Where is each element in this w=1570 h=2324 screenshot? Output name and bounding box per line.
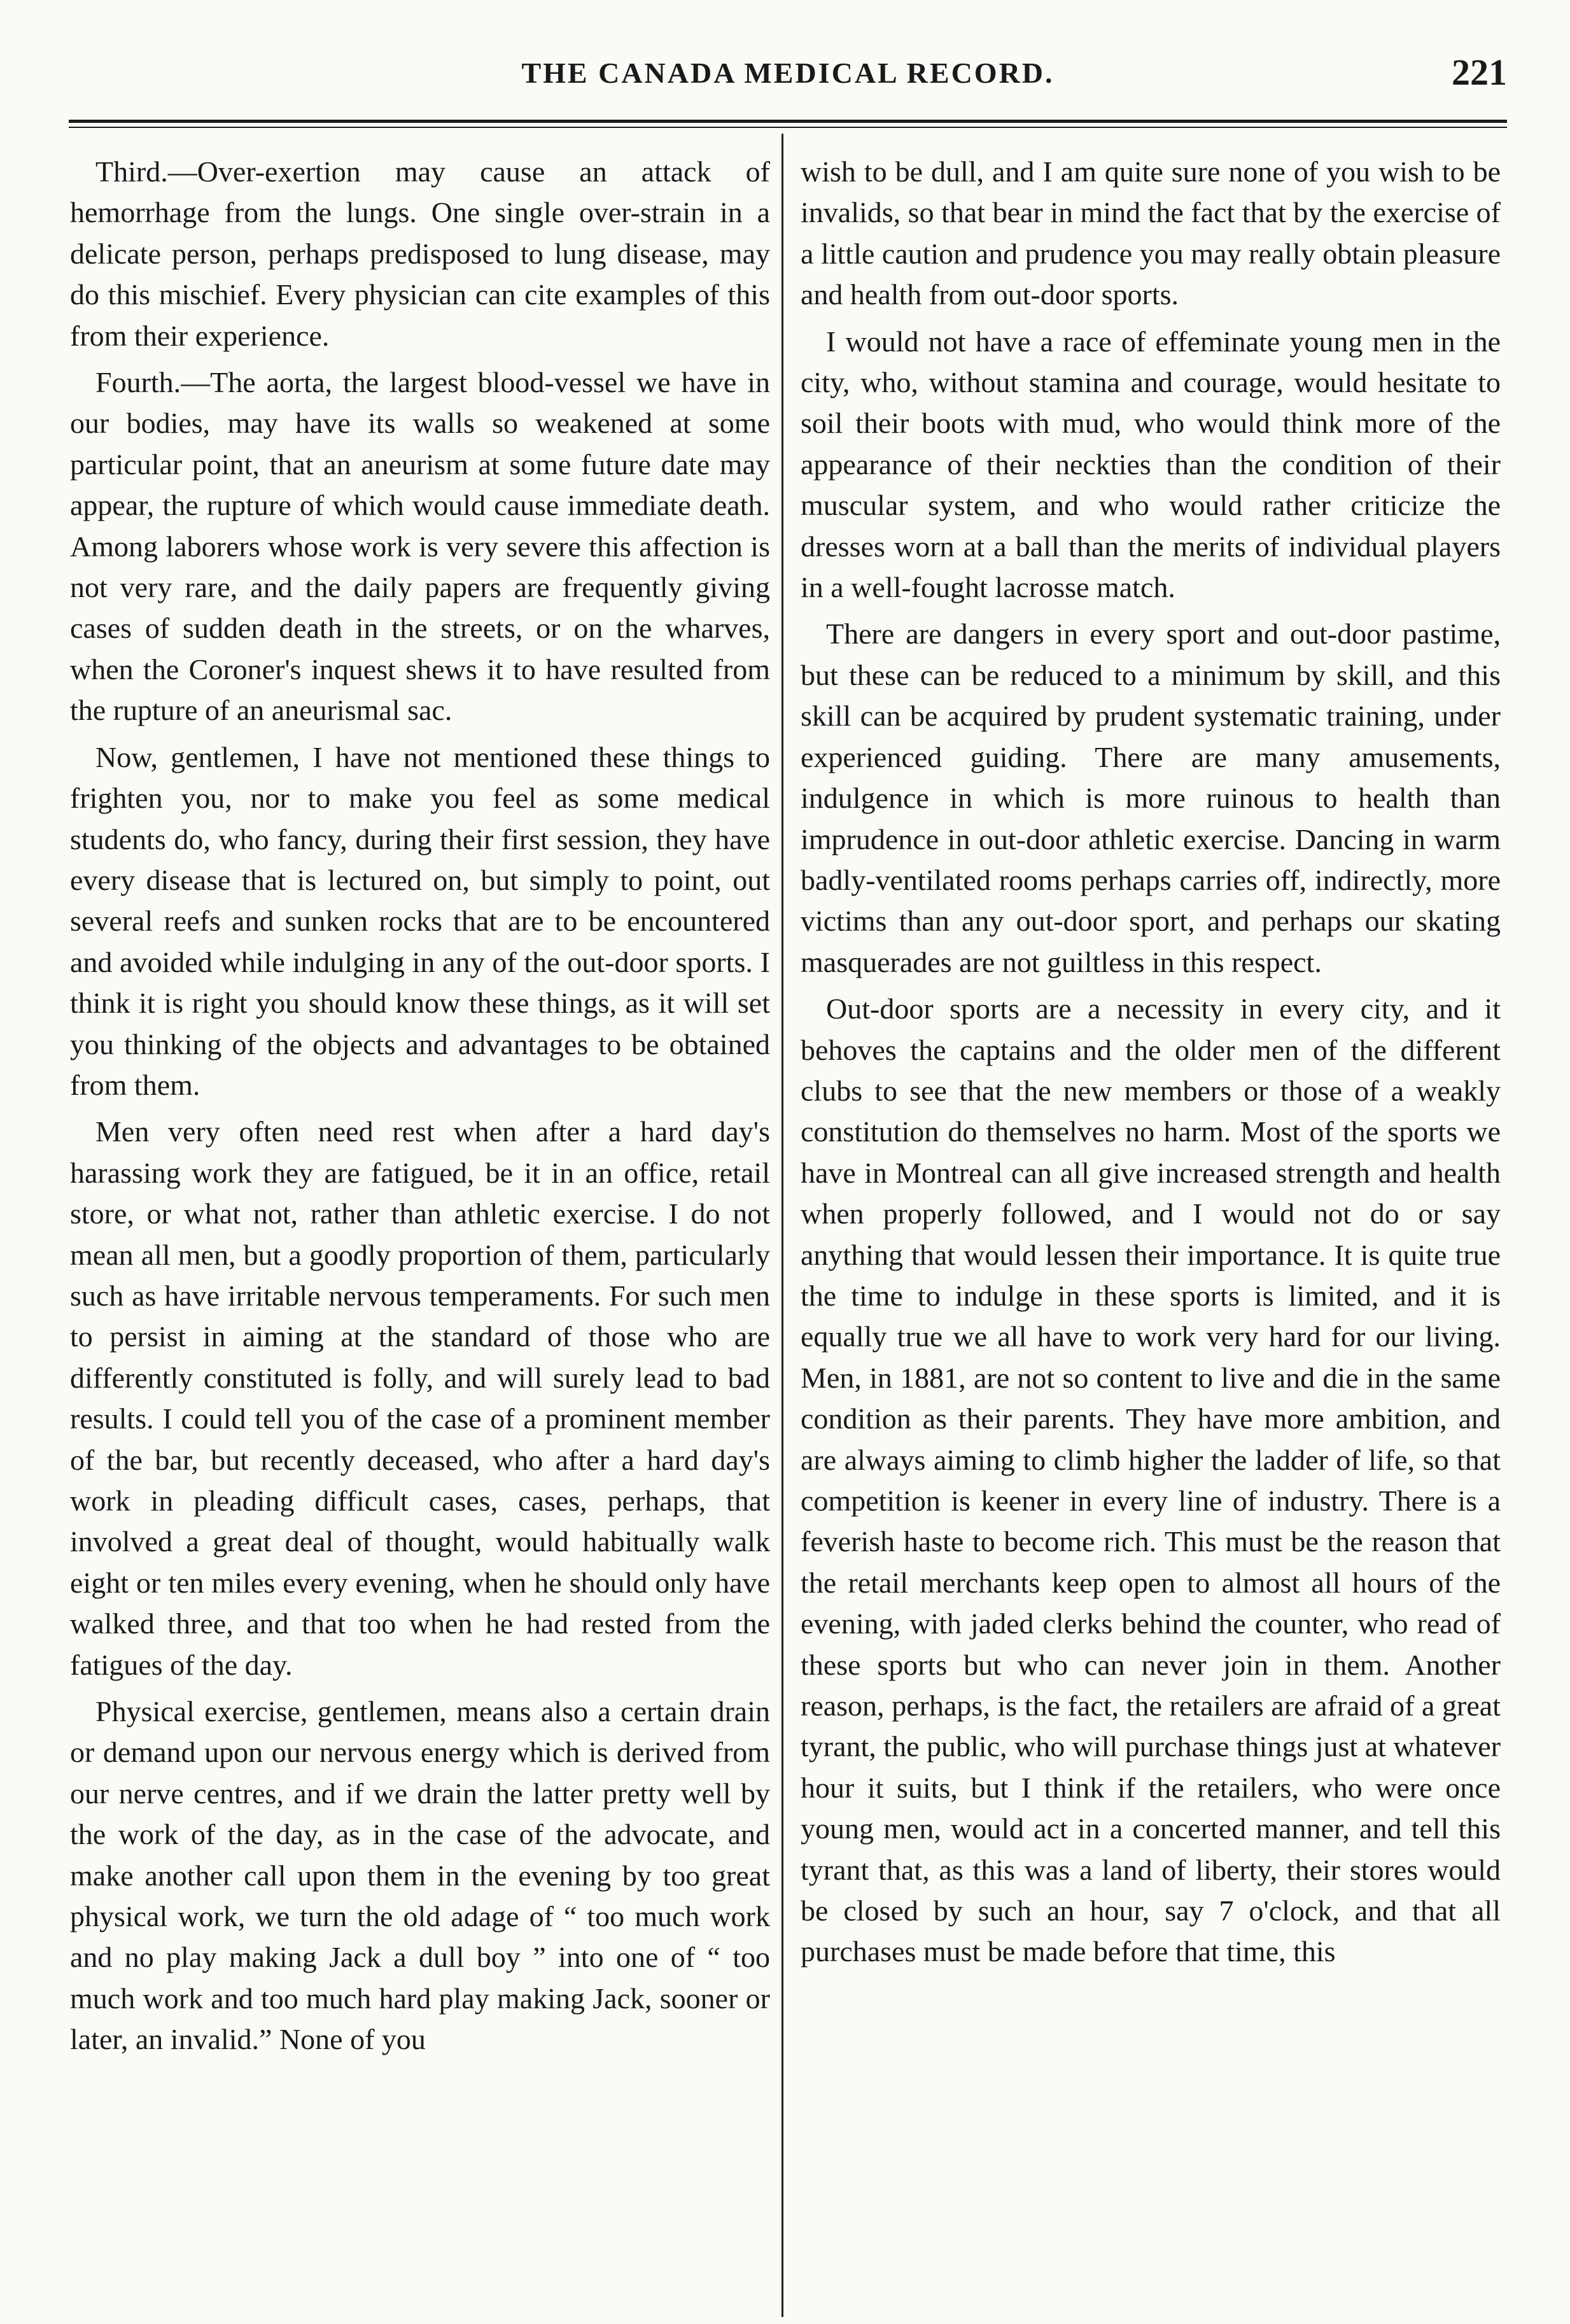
header-rule xyxy=(69,120,1507,123)
page-number: 221 xyxy=(1452,52,1507,93)
journal-title: THE CANADA MEDICAL RECORD. xyxy=(521,57,1055,89)
paragraph-now-gentlemen: Now, gentlemen, I have not mentioned these things to frighten you, nor to make you feel as some medical students do, who fancy, during their first session, they have every disease that is lectured on, but simply to point, out several reefs and sunken rocks that are to be encountered and avoided while indulging in any of the out-door sports. I think it is right you should know these things, as it will set you thinking of the objects and advantages to be obtained from them. xyxy=(70,740,770,1101)
paragraph-out-door-sports: Out-door sports are a necessity in every city, and it behoves the captains and the older men of the different clubs to see that the new members or those of a weakly constitution do themselves no harm. Most of the sports we have in Montreal can all give increased strength and health when properly followed, and I would not do or say anything that would lessen their importance. It is quite true the time to indulge in these sports is limited, and it is equally true we all have to work very hard for our living. Men, in 1881, are not so content to live and die in the same condition as their parents. They have more ambition, and are always aiming to climb higher the ladder of life, so that competition is keener in every line of industry. There is a feverish haste to become rich. This must be the reason that the retail merchants keep open to almost all hours of the evening, with jaded clerks behind the counter, who read of these sports but who can never join in them. Another reason, perhaps, is the fact, the retailers are afraid of a great tyrant, the public, who will purchase things just at whatever hour it suits, but I think if the retailers, who were once young men, would act in a concerted manner, and tell this tyrant that, as this was a land of liberty, their stores would be closed by such an hour, say 7 o'clock, and that all purchases must be made before that time, this xyxy=(801,992,1501,1968)
paragraph-third: Third.—Over-exertion may cause an attack of hemorrhage from the lungs. One single over-strain in a delicate person, perhaps predisposed to lung disease, may do this mischief. Every physician can cite examples of this from their experience. xyxy=(70,155,770,352)
right-column xyxy=(801,151,1501,2316)
left-column xyxy=(70,151,770,2316)
paragraph-dangers: There are dangers in every sport and out-door pastime, but these can be reduced to a minimum by skill, and this skill can be acquired by prudent systematic training, under experienced guiding. There are many amusements, indulgence in which is more ruinous to health than imprudence in out-door athletic exercise. Dancing in warm badly-ventilated rooms perhaps carries off, indirectly, more victims than any out-door sport, and perhaps our skating masquerades are not guiltless in this respect. xyxy=(801,617,1501,978)
header-rule-thin xyxy=(69,127,1507,128)
column-divider xyxy=(781,134,783,2317)
paragraph-effeminate-men: I would not have a race of effeminate young men in the city, who, without stamina and courage, would hesitate to soil their boots with mud, who would think more of the appearance of their neckties than the condition of their muscular system, and who would rather criticize the dresses worn at a ball than the merits of individual players in a well-fought lacrosse match. xyxy=(801,325,1501,604)
paragraph-fourth: Fourth.—The aorta, the largest blood-vessel we have in our bodies, may have its walls so weakened at some particular point, that an aneurism at some future date may appear, the rupture of which would cause immediate death. Among laborers whose work is very severe this affection is not very rare, and the daily papers are frequently giving cases of sudden death in the streets, or on the wharves, when the Coroner's inquest shews it to have resulted from the rupture of an aneurismal sac. xyxy=(70,366,770,727)
page-header xyxy=(69,51,1507,102)
paragraph-continued: wish to be dull, and I am quite sure none of you wish to be invalids, so that bear in mind the fact that by the exercise of a little caution and prudence you may really obtain pleasure and health from out-door sports. xyxy=(801,155,1501,311)
paragraph-men-need-rest: Men very often need rest when after a hard day's harassing work they are fatigued, be it in an office, retail store, or what not, rather than athletic exercise. I do not mean all men, but a goodly proportion of them, particularly such as have irritable nervous temperaments. For such men to persist in aiming at the standard of those who are differently constituted is folly, and will surely lead to bad results. I could tell you of the case of a prominent member of the bar, but recently deceased, who after a hard day's work in pleading difficult cases, cases, perhaps, that involved a great deal of thought, would habitually walk eight or ten miles every evening, when he should only have walked three, and that too when he had rested from the fatigues of the day. xyxy=(70,1115,770,1681)
paragraph-physical-exercise: Physical exercise, gentlemen, means also a certain drain or demand upon our nervous energy which is derived from our nerve centres, and if we drain the latter pretty well by the work of the day, as in the case of the advocate, and make another call upon them in the evening by too great physical work, we turn the old adage of “ too much work and no play making Jack a dull boy ” into one of “ too much work and too much hard play making Jack, sooner or later, an invalid.” None of you xyxy=(70,1695,770,2056)
